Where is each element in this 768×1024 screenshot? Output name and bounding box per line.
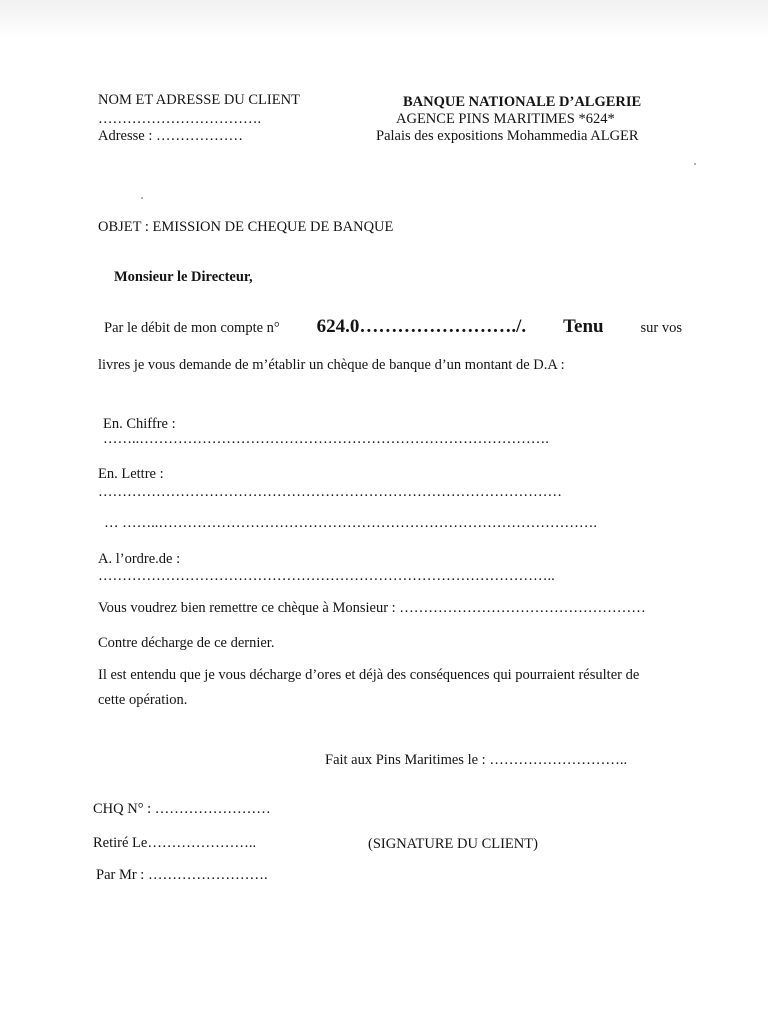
order-line: ………………………………………………………………………………….. — [98, 568, 555, 584]
client-address-line: Adresse : ……………… — [98, 128, 243, 144]
account-number — [317, 316, 527, 338]
account-prefix: 624.0 — [316, 316, 360, 337]
withdrawn-date-line: Retiré Le………………….. — [93, 835, 257, 851]
account-dots: ……………………./. — [359, 316, 527, 337]
amount-words-line-1: …………………………………………………………………………………… — [98, 484, 562, 500]
request-line-1 — [104, 316, 682, 338]
withdrawn-by-line: Par Mr : ……………………. — [96, 867, 268, 883]
amount-figures-label: En. Chiffre : — [103, 416, 176, 432]
bank-name: BANQUE NATIONALE D’ALGERIE — [403, 94, 642, 110]
salutation: Monsieur le Directeur, — [114, 269, 253, 285]
understood-line-2: cette opération. — [98, 692, 188, 708]
cheque-number-line: CHQ N° : …………………… — [93, 801, 271, 817]
scan-speck — [141, 197, 143, 199]
amount-words-label: En. Lettre : — [98, 466, 164, 482]
request-part1: Par le débit de mon compte n° — [104, 320, 280, 336]
account-type: Tenu — [563, 316, 604, 337]
bank-address: Palais des expositions Mohammedia ALGER — [376, 128, 639, 144]
amount-figures-line: ……..…………………………………………………………………………. — [103, 431, 549, 447]
scan-speck — [694, 163, 696, 165]
understood-line-1: Il est entendu que je vous décharge d’ores et déjà des conséquences qui pourraient résulter de — [98, 667, 640, 683]
scan-shadow — [0, 0, 768, 40]
client-name-line: ……………………………. — [98, 111, 262, 127]
letter-object: OBJET : EMISSION DE CHEQUE DE BANQUE — [98, 219, 394, 235]
remit-line: Vous voudrez bien remettre ce chèque à Monsieur : …………………………………………… — [98, 600, 646, 616]
request-part2: sur vos — [640, 320, 682, 336]
client-heading: NOM ET ADRESSE DU CLIENT — [98, 92, 300, 108]
bank-agency: AGENCE PINS MARITIMES *624* — [396, 111, 615, 127]
discharge-line: Contre décharge de ce dernier. — [98, 635, 275, 651]
amount-words-line-2: … ……..………………………………………………………………………………. — [104, 515, 597, 531]
order-label: A. l’ordre.de : — [98, 551, 181, 567]
request-line-2: livres je vous demande de m’établir un chèque de banque d’un montant de D.A : — [98, 357, 565, 373]
client-signature-label: (SIGNATURE DU CLIENT) — [368, 836, 538, 852]
place-date-line: Fait aux Pins Maritimes le : ……………………….. — [325, 752, 628, 768]
